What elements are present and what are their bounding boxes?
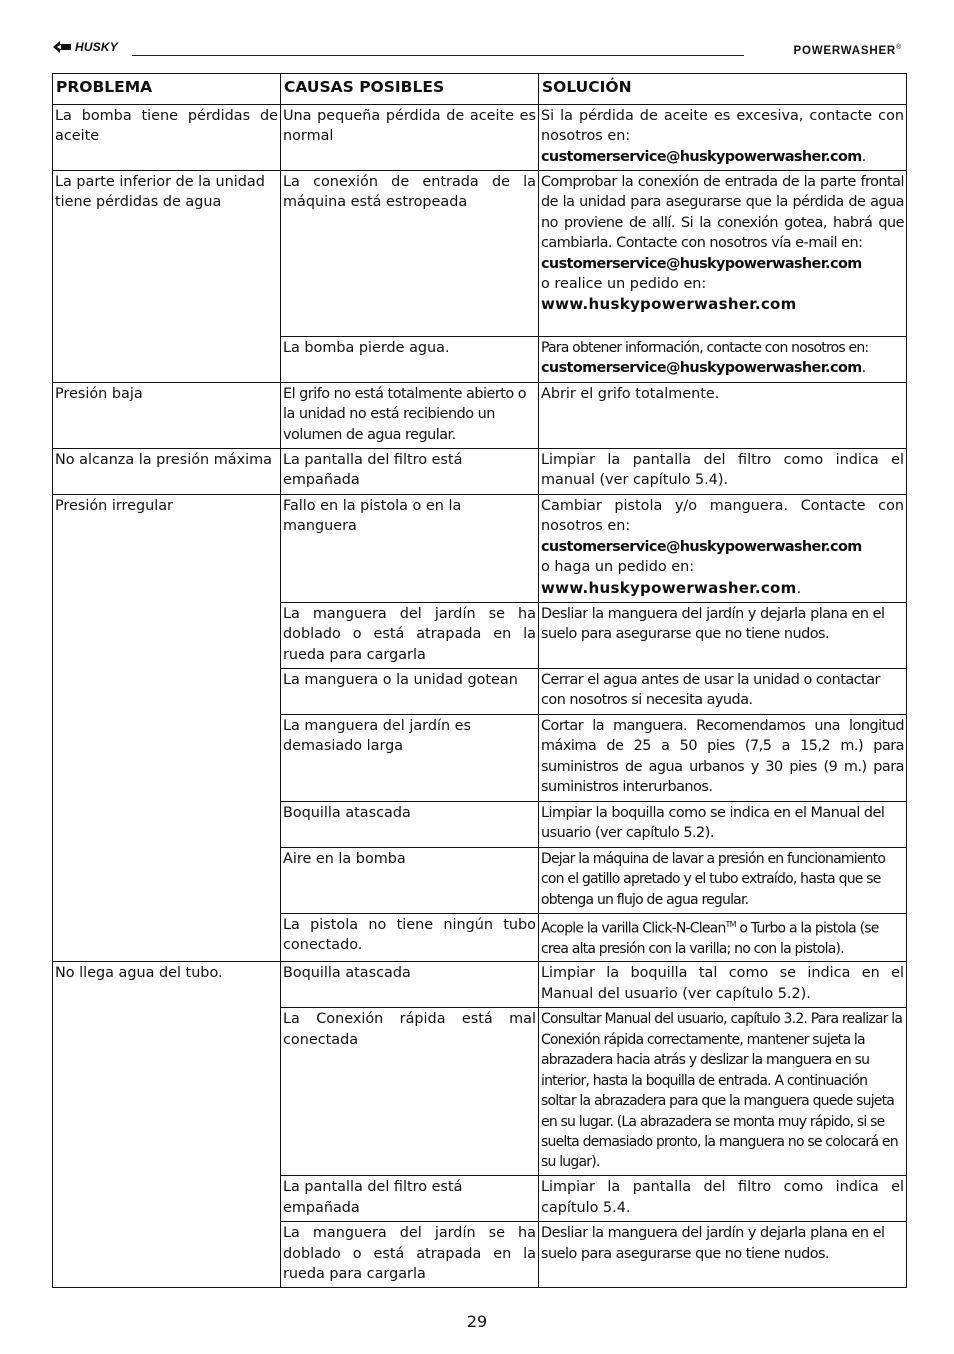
cause-cell: El grifo no está totalmente abierto o la unidad no está recibiendo un volumen de agua regular. [281,383,539,449]
problem-cell: No alcanza la presión máxima [53,449,281,495]
cause-cell: La Conexión rápida está mal conectada [281,1008,539,1176]
table-row [53,383,907,449]
header-causas: CAUSAS POSIBLES [281,74,539,105]
cause-cell: La manguera del jardín se ha doblado o está atrapada en la rueda para cargarla [281,1222,539,1288]
solution-cell: Cambiar pistola y/o manguera. Contacte con nosotros en: customerservice@huskypowerwasher.com o haga un pedido en: www.huskypowerwasher.com. [539,495,907,603]
cause-cell: La bomba pierde agua. [281,337,539,383]
problem-cell: La bomba tiene pérdidas de aceite [53,105,281,171]
cause-cell: La manguera o la unidad gotean [281,669,539,715]
brand-name: POWERWASHER® [793,44,902,57]
solution-cell: Acople la varilla Click-N-Clean™ o Turbo a la pistola (se crea alta presión con la varilla; no con la pistola). [539,914,907,962]
solution-cell: Desliar la manguera del jardín y dejarla plana en el suelo para asegurarse que no tiene nudos. [539,603,907,669]
solution-cell: Dejar la máquina de lavar a presión en funcionamiento con el gatillo apretado y el tubo extraído, hasta que se obtenga un flujo de agua regular. [539,848,907,914]
table-row [53,495,907,603]
husky-logo [52,40,118,54]
solution-cell: Abrir el grifo totalmente. [539,383,907,449]
troubleshooting-table [52,73,907,1288]
cause-cell: La pantalla del filtro está empañada [281,449,539,495]
problem-cell: Presión baja [53,383,281,449]
header-problema: PROBLEMA [53,74,281,105]
table-row [53,105,907,171]
solution-text: o realice un pedido en: [541,276,707,293]
cause-cell: Fallo en la pistola o en la manguera [281,495,539,603]
web-link[interactable]: www.huskypowerwasher.com [541,578,797,597]
solution-cell: Limpiar la boquilla tal como se indica en el Manual del usuario (ver capítulo 5.2). [539,962,907,1008]
solution-cell: Si la pérdida de aceite es excesiva, contacte con nosotros en: customerservice@huskypowerwasher.com. [539,105,907,171]
solution-text: Comprobar la conexión de entrada de la parte frontal de la unidad para asegurarse que la pérdida de agua no proviene de allí. Si la conexión gotea, habrá que cambiarla. Contacte con nosotros vía e-mail en: [541,174,904,252]
page-number: 29 [466,1312,488,1331]
problem-cell: Presión irregular [53,495,281,962]
cause-cell: Boquilla atascada [281,802,539,848]
solution-cell: Desliar la manguera del jardín y dejarla plana en el suelo para asegurarse que no tiene nudos. [539,1222,907,1288]
trademark-mark: TM [725,920,736,929]
email-link[interactable]: customerservice@huskypowerwasher.com [541,255,862,272]
solution-cell: Consultar Manual del usuario, capítulo 3.2. Para realizar la Conexión rápida correctamente, mantener sujeta la abrazadera hacia atrás y deslizar la manguera en su interior, hasta la boquilla de entrada. A continuación soltar la abrazadera para que la manguera quede sujeta en su lugar. (La abrazadera se monta muy rápido, si se suelta demasiado pronto, la manguera no se colocará en su lugar). [539,1008,907,1176]
email-link[interactable]: customerservice@huskypowerwasher.com [541,538,862,555]
cause-cell: Boquilla atascada [281,962,539,1008]
solution-text: o haga un pedido en: [541,559,695,576]
cause-cell: La manguera del jardín es demasiado larga [281,715,539,802]
cause-cell: La pistola no tiene ningún tubo conectado. [281,914,539,962]
email-link[interactable]: customerservice@huskypowerwasher.com [541,360,862,377]
cause-cell: La pantalla del filtro está empañada [281,1176,539,1222]
problem-cell: La parte inferior de la unidad tiene pérdidas de agua [53,171,281,383]
husky-arrow-icon [52,40,72,54]
web-link[interactable]: www.huskypowerwasher.com [541,295,797,314]
solution-cell: Cortar la manguera. Recomendamos una longitud máxima de 25 a 50 pies (7,5 a 15,2 m.) para suministros de agua urbanos y 30 pies (9 m.) para suministros interurbanos. [539,715,907,802]
solution-text: Para obtener información, contacte con nosotros en: [541,340,869,356]
solution-cell: Cerrar el agua antes de usar la unidad o contactar con nosotros si necesita ayuda. [539,669,907,715]
problem-cell: No llega agua del tubo. [53,962,281,1288]
registered-mark: ® [896,44,902,51]
logo-text: HUSKY [75,40,119,54]
solution-cell [539,171,907,337]
page-header [52,40,904,60]
table-row [53,171,907,337]
solution-cell: Limpiar la pantalla del filtro como indica el capítulo 5.4. [539,1176,907,1222]
cause-cell: La conexión de entrada de la máquina está estropeada [281,171,539,337]
solution-cell: Limpiar la pantalla del filtro como indica el manual (ver capítulo 5.4). [539,449,907,495]
cause-cell: Una pequeña pérdida de aceite es normal [281,105,539,171]
cause-cell: Aire en la bomba [281,848,539,914]
email-link[interactable]: customerservice@huskypowerwasher.com [541,148,862,165]
table-header-row [53,74,907,105]
solution-cell: Para obtener información, contacte con nosotros en: customerservice@huskypowerwasher.com. [539,337,907,383]
table-row [53,449,907,495]
cause-cell: La manguera del jardín se ha doblado o está atrapada en la rueda para cargarla [281,603,539,669]
table-row [53,962,907,1008]
solution-cell: Limpiar la boquilla como se indica en el Manual del usuario (ver capítulo 5.2). [539,802,907,848]
header-solucion: SOLUCIÓN [539,74,907,105]
header-rule [132,55,744,56]
solution-text: Si la pérdida de aceite es excesiva, contacte con nosotros en: [541,108,904,145]
solution-text: Cambiar pistola y/o manguera. Contacte con nosotros en: [541,498,904,535]
